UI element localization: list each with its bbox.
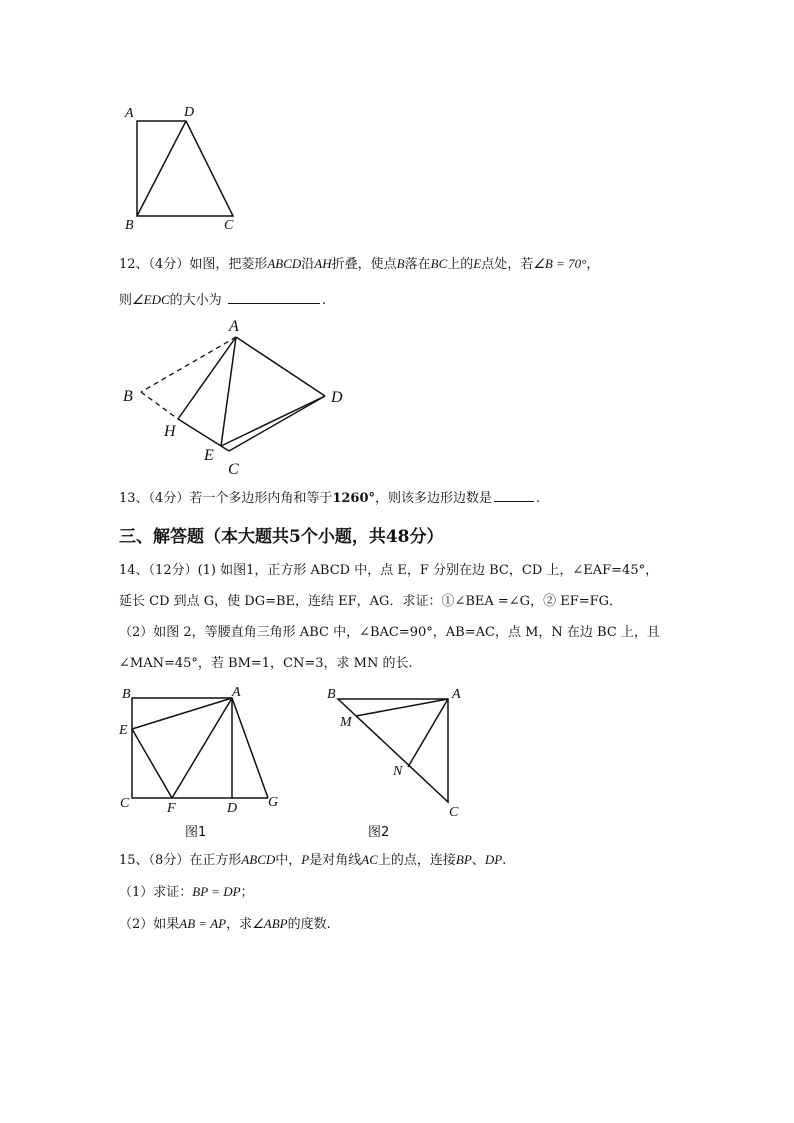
label-a: A [125, 106, 134, 121]
segment-an [408, 699, 448, 767]
label-d: D [184, 105, 195, 120]
answer-blank-12[interactable] [228, 291, 320, 304]
label-c: C [449, 805, 459, 820]
label-c: C [224, 218, 234, 233]
segment-ec [221, 446, 229, 451]
question-12-line2: 则∠EDC的大小为 . [119, 292, 326, 308]
figure-14-1 [116, 684, 291, 819]
dashed-bh [141, 392, 178, 419]
diagonal-bd [137, 121, 186, 216]
figure-folded-rhombus [118, 315, 358, 480]
segment-ed [221, 396, 325, 446]
label-d: D [331, 389, 343, 406]
label-a: A [452, 687, 461, 702]
label-a: A [232, 685, 241, 700]
label-d: D [227, 801, 238, 816]
trapezoid-outline [137, 121, 233, 216]
figure-14-2 [320, 684, 480, 824]
question-14-line1: 14、（12分）(1) 如图1，正方形 ABCD 中，点 E，F 分别在边 BC，CD 上，∠EAF=45°， [119, 563, 659, 578]
label-h: H [164, 423, 176, 440]
dashed-ab [141, 337, 236, 392]
segment-am [356, 699, 448, 716]
label-b: B [123, 388, 133, 405]
segment-cd [229, 396, 325, 451]
section-heading: 三、解答题（本大题共5个小题，共48分） [119, 527, 444, 547]
segment-hc [178, 419, 221, 446]
label-n: N [393, 764, 403, 779]
question-14-line3: （2）如图 2，等腰直角三角形 ABC 中，∠BAC=90°，AB=AC，点 M，N 在边 BC 上，且 [119, 625, 660, 640]
label-e: E [119, 723, 128, 738]
label-b: B [125, 218, 134, 233]
segment-ag [232, 698, 268, 798]
segment-ef [132, 729, 172, 798]
figure-trapezoid [118, 100, 258, 238]
segment-ad [236, 337, 325, 396]
label-b: B [327, 687, 336, 702]
question-15-part1: （1）求证：BP = DP； [119, 884, 254, 900]
label-f: F [167, 801, 176, 816]
label-g: G [268, 795, 279, 810]
triangle-abc [338, 699, 448, 802]
question-12-line1: 12、（4分）如图，把菱形ABCD沿AH折叠，使点B落在BC上的E点处，若∠B = 70°， [119, 256, 600, 272]
segment-ah [178, 337, 236, 419]
segment-ae [221, 337, 236, 446]
label-c: C [120, 796, 130, 811]
label-b: B [122, 687, 131, 702]
question-14-line2: 延长 CD 到点 G，使 DG=BE，连结 EF，AG．求证：①∠BEA =∠G，② EF=FG． [119, 594, 623, 609]
label-c: C [228, 461, 239, 478]
question-15-part2: （2）如果AB = AP，求∠ABP的度数. [119, 916, 331, 932]
figure-1-caption: 图1 [185, 825, 207, 840]
segment-af [172, 698, 232, 798]
label-m: M [340, 715, 352, 730]
label-e: E [204, 447, 214, 464]
answer-blank-13[interactable] [494, 489, 534, 502]
question-15-line1: 15、（8分）在正方形ABCD中，P是对角线AC上的点，连接BP、DP. [119, 852, 507, 868]
question-13: 13、（4分）若一个多边形内角和等于1260°，则该多边形边数是 . [119, 491, 541, 506]
label-a: A [229, 318, 239, 335]
figure-2-caption: 图2 [368, 825, 390, 840]
question-14-line4: ∠MAN=45°，若 BM=1，CN=3，求 MN 的长. [119, 656, 413, 671]
